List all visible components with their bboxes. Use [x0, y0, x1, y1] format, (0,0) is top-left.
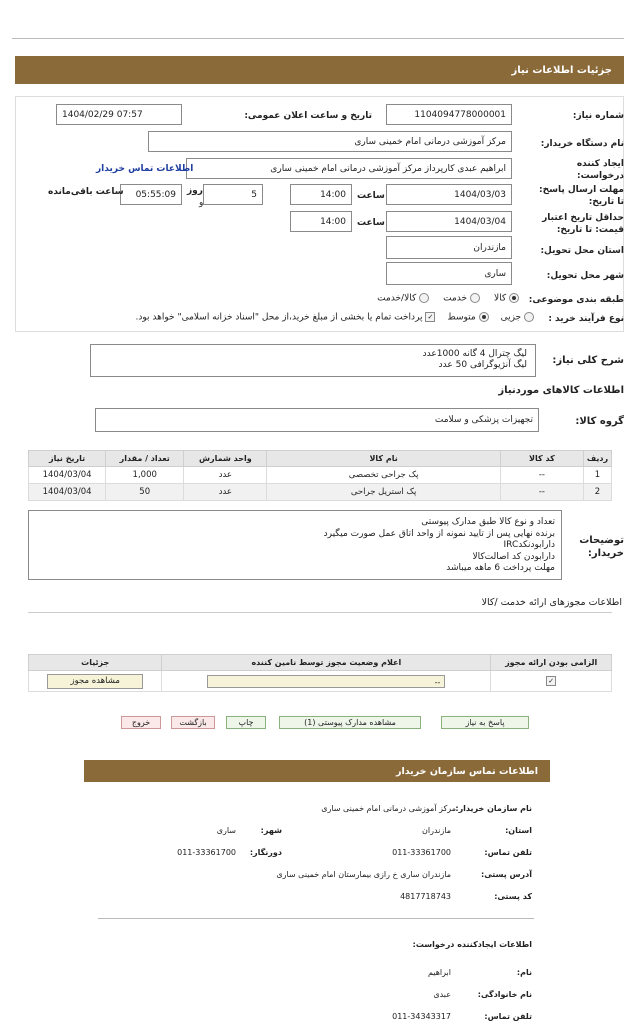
creator-field[interactable]: ابراهیم عبدی کارپرداز مرکز آموزشی درمانی امام خمینی ساری [186, 158, 512, 179]
process-options [136, 312, 534, 323]
validity-time-label: ساعت [357, 218, 385, 228]
category-service-option[interactable]: خدمت [443, 293, 480, 304]
contact-org-value: مرکز آموزشی درمانی امام خمینی ساری [321, 804, 456, 813]
goods-info-title: اطلاعات کالاهای موردنیاز [498, 385, 624, 396]
radio-icon [419, 293, 429, 303]
contact-phone-label: تلفن تماس: [484, 848, 532, 857]
announce-field[interactable]: 1404/02/29 07:57 [56, 104, 182, 125]
contact-address-value: مازندران ساری خ رازی بیمارستان امام خمینی ساری [276, 870, 451, 879]
summary-label: شرح کلی نیاز: [552, 355, 624, 366]
permit-details-header: جزئیات [29, 655, 162, 671]
group-label: گروه کالا: [575, 416, 624, 427]
contact-divider [98, 918, 534, 919]
buyer-field[interactable]: مرکز آموزشی درمانی امام خمینی ساری [148, 131, 512, 152]
deadline-time-field[interactable]: 14:00 [290, 184, 352, 205]
process-minor-option[interactable]: جزیی [501, 312, 534, 323]
deadline-label: مهلت ارسال پاسخ: تا تاریخ: [539, 185, 624, 207]
creator-name-value: ابراهیم [427, 968, 451, 977]
attachments-button[interactable]: مشاهده مدارک پیوستی (1) [279, 716, 421, 729]
creator-phone-label: تلفن تماس: [484, 1012, 532, 1021]
treasury-payment-option[interactable]: ✓ پرداخت تمام یا بخشی از مبلغ خرید،از محل "اسناد خزانه اسلامی" خواهد بود. [136, 312, 436, 323]
print-button[interactable]: چاپ [226, 716, 266, 729]
top-divider [12, 38, 624, 39]
col-date-header: تاریخ نیاز [29, 451, 106, 467]
contact-postal-label: کد پستی: [494, 892, 532, 901]
contact-province-value: مازندران [422, 826, 451, 835]
col-name-header: نام کالا [267, 451, 500, 467]
need-number-label: شماره نیاز: [572, 111, 624, 121]
remaining-time-field[interactable]: 05:55:09 [120, 184, 182, 205]
permits-table [28, 654, 612, 692]
contact-org-label: نام سازمان خریدار: [455, 804, 532, 813]
permit-status-header: اعلام وضعیت مجوز توسط نامین کننده [162, 655, 491, 671]
creator-phone-value: 011-34343317 [392, 1012, 451, 1021]
deadline-time-label: ساعت [357, 191, 385, 201]
process-label: نوع فرآیند خرید : [548, 314, 624, 324]
category-both-option[interactable]: کالا/خدمت [377, 293, 429, 304]
contact-address-label: آدرس پستی: [481, 870, 532, 879]
creator-family-value: عبدی [433, 990, 451, 999]
contact-postal-value: 4817718743 [400, 892, 451, 901]
summary-field[interactable]: لیگ چترال 4 گانه 1000عدد لیگ آنژیوگرافی 50 عدد [90, 344, 536, 377]
and-label: و [199, 198, 204, 208]
creator-family-label: نام خانوادگی: [477, 990, 532, 999]
contact-header [84, 760, 550, 782]
validity-date-field[interactable]: 1404/03/04 [386, 211, 512, 232]
contact-info-link[interactable]: اطلاعات تماس خریدار [96, 164, 194, 174]
contact-fax-value: 011-33361700 [177, 848, 236, 857]
view-permit-button[interactable]: مشاهده مجوز [47, 674, 143, 689]
contact-city-value: ساری [216, 826, 236, 835]
day-label: روز [187, 186, 203, 196]
radio-selected-icon [479, 312, 489, 322]
permits-title: اطلاعات مجوزهای ارائه خدمت /کالا [481, 597, 622, 608]
city-field[interactable]: ساری [386, 262, 512, 285]
goods-table [28, 450, 612, 501]
process-medium-option[interactable]: متوسط [447, 312, 488, 323]
deadline-date-field[interactable]: 1404/03/03 [386, 184, 512, 205]
days-field[interactable]: 5 [203, 184, 263, 205]
city-label: شهر محل تحویل: [546, 271, 624, 281]
contact-fax-label: دورنگار: [249, 848, 282, 857]
announce-label: تاریخ و ساعت اعلان عمومی: [244, 111, 372, 121]
creator-name-label: نام: [516, 968, 532, 977]
back-button[interactable]: بازگشت [171, 716, 215, 729]
col-row-header: ردیف [583, 451, 611, 467]
creator-label: ایجاد کننده درخواست: [576, 159, 624, 181]
permits-divider [28, 612, 612, 613]
permit-row[interactable] [29, 671, 612, 692]
contact-province-label: استان: [505, 826, 532, 835]
province-label: استان محل تحویل: [540, 246, 624, 256]
reply-button[interactable]: پاسخ به نیاز [441, 716, 529, 729]
page-title: جزئیات اطلاعات نیاز [511, 64, 612, 76]
creator-info-title: اطلاعات ایجادکننده درخواست: [412, 940, 532, 949]
radio-selected-icon [509, 293, 519, 303]
category-options [377, 293, 519, 304]
contact-city-label: شهر: [260, 826, 282, 835]
table-row[interactable]: 1 -- پک جراحی تخصصی عدد 1,000 1404/03/04 [29, 467, 612, 484]
radio-icon [524, 312, 534, 322]
buyer-notes-field[interactable]: تعداد و نوع کالا طبق مدارک پیوستی برنده نهایی پس از تایید نمونه از واحد اتاق عمل صورت میگیرد دارابودنکدIRC دارابودن کد اصالت‌کالا مهلت پرداخت 6 ماهه میباشد [28, 510, 562, 580]
exit-button[interactable]: خروج [121, 716, 161, 729]
col-qty-header: تعداد / مقدار [106, 451, 184, 467]
province-field[interactable]: مازندران [386, 236, 512, 259]
contact-phone-value: 011-33361700 [392, 848, 451, 857]
category-goods-option[interactable]: کالا [494, 293, 519, 304]
col-code-header: کد کالا [500, 451, 583, 467]
col-unit-header: واحد شمارش [184, 451, 267, 467]
category-label: طبقه بندی موضوعی: [528, 295, 624, 305]
radio-icon [470, 293, 480, 303]
buyer-label: نام دستگاه خریدار: [540, 139, 624, 149]
permit-required-checkbox[interactable]: ✓ [546, 676, 556, 686]
validity-time-field[interactable]: 14:00 [290, 211, 352, 232]
table-row[interactable]: 2 -- پک استریل جراحی عدد 50 1404/03/04 [29, 484, 612, 501]
page-header [15, 56, 624, 84]
remaining-label: ساعت باقی‌مانده [48, 187, 124, 197]
permit-status-field[interactable]: -- [207, 675, 445, 688]
buyer-notes-label: توضیحات خریدار: [579, 535, 624, 559]
group-field[interactable]: تجهیزات پزشکی و سلامت [95, 408, 539, 432]
permit-required-header: الزامی بودن ارائه مجوز [491, 655, 612, 671]
validity-label: حداقل تاریخ اعتبار قیمت: تا تاریخ: [542, 213, 624, 235]
contact-title: اطلاعات تماس سازمان خریدار [395, 765, 538, 777]
checkbox-checked-icon: ✓ [425, 312, 435, 322]
need-number-field[interactable]: 1104094778000001 [386, 104, 512, 125]
